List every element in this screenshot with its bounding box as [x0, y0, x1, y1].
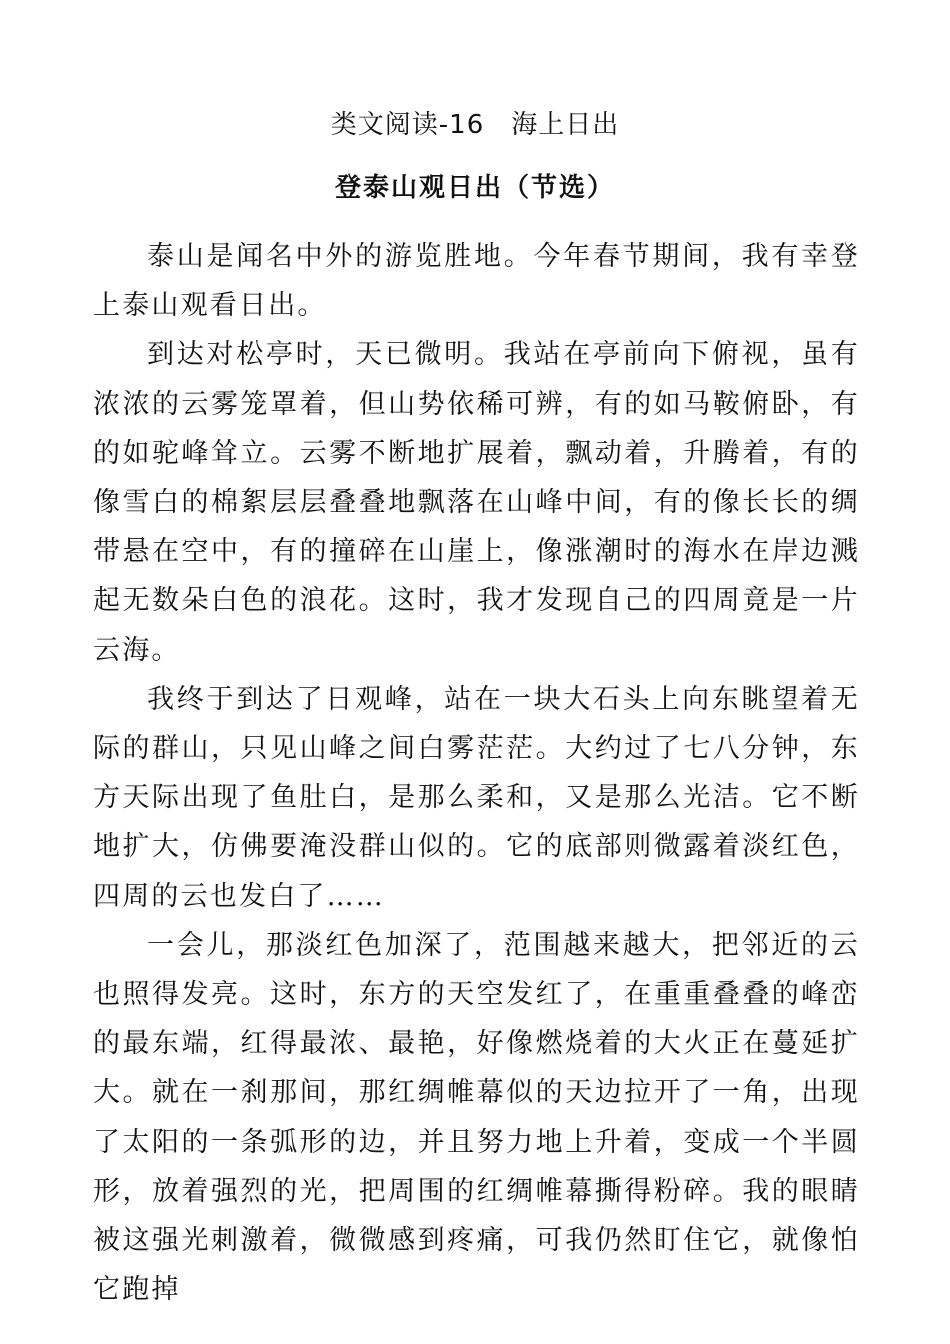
article-title: 登泰山观日出（节选）	[334, 173, 615, 203]
paragraph-4: 一会儿，那淡红色加深了，范围越来越大，把邻近的云也照得发亮。这时，东方的天空发红了，在重重叠叠的峰峦的最东端，红得最浓、最艳，好像燃烧着的大火正在蔓延扩大。就在一刹那间，那红绸帷幕似的天边拉开了一角，出现了太阳的一条弧形的边，并且努力地上升着，变成一个半圆形，放着强烈的光，把周围的红绸帷幕撕得粉碎。我的眼睛被这强光刺激着，微微感到疼痛，可我仍然盯住它，就像怕它跑掉	[93, 929, 860, 1306]
document-heading: 类文阅读-16 海上日出	[330, 110, 620, 140]
paragraph-2: 到达对松亭时，天已微明。我站在亭前向下俯视，虽有浓浓的云雾笼罩着，但山势依稀可辨，有的如马鞍俯卧，有的如驼峰耸立。云雾不断地扩展着，飘动着，升腾着，有的像雪白的棉絮层层叠叠地飘落在山峰中间，有的像长长的绸带悬在空中，有的撞碎在山崖上，像涨潮时的海水在岸边溅起无数朵白色的浪花。这时，我才发现自己的四周竟是一片云海。	[93, 339, 860, 666]
paragraph-3: 我终于到达了日观峰，站在一块大石头上向东眺望着无际的群山，只见山峰之间白雾茫茫。大约过了七八分钟，东方天际出现了鱼肚白，是那么柔和，又是那么光洁。它不断地扩大，仿佛要淹没群山似的。它的底部则微露着淡红色，四周的云也发白了……	[93, 683, 860, 912]
article-body	[93, 232, 860, 1314]
paragraph-1: 泰山是闻名中外的游览胜地。今年春节期间，我有幸登上泰山观看日出。	[93, 241, 860, 322]
